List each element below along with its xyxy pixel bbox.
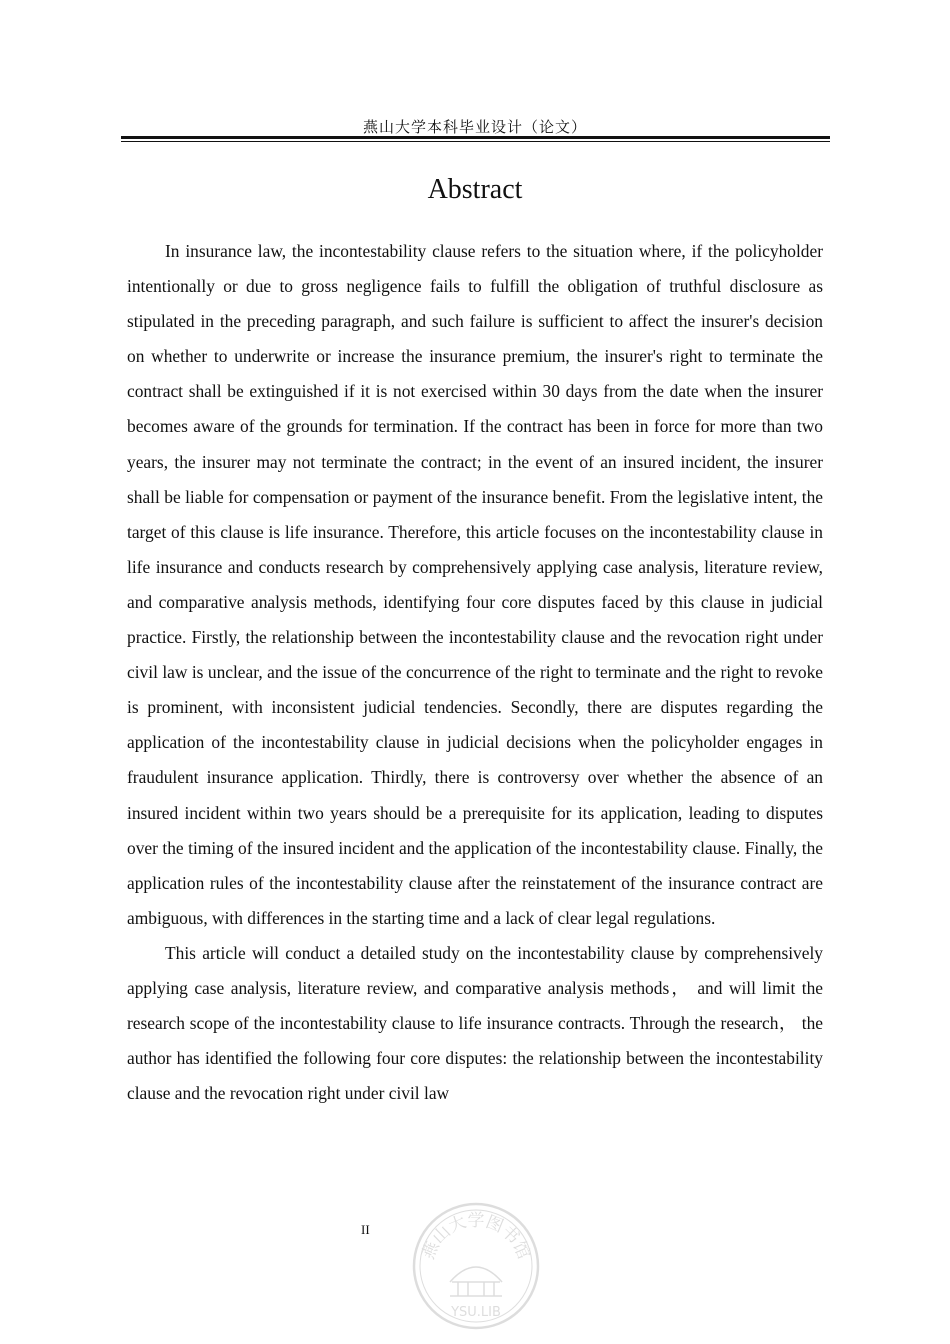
header-rule-thin — [121, 141, 830, 142]
header-rule-thick — [121, 136, 830, 139]
stamp-bottom-text: YSU.LIB — [451, 1305, 501, 1320]
abstract-paragraph-2: This article will conduct a detailed study on the incontestability clause by comprehensively applying case analysis, literature review, and comparative analysis methods， and will limit the research scope of the incontestability clause to life insurance contracts. Through the research， the author has identified the following four core disputes: the relationship between the incontestability clause and the revocation right under civil law — [127, 942, 823, 1104]
running-header: 燕山大学本科毕业设计（论文） — [362, 118, 587, 136]
abstract-paragraph-1: In insurance law, the incontestability clause refers to the situation where, if the policyholder intentionally or due to gross negligence fails to fulfill the obligation of truthful disclosure as stipulated in the preceding paragraph, and such failure is sufficient to affect the insurer's decision on whether to underwrite or increase the insurance premium, the insurer's right to terminate the contract shall be extinguished if it is not exercised within 30 days from the date when the insurer becomes aware of the grounds for termination. If the contract has been in force for more than two years, the insurer may not terminate the contract; in the event of an insured incident, the insurer shall be liable for compensation or payment of the insurance benefit. From the legislative intent, the target of this clause is life insurance. Therefore, this article focuses on the incontestability clause in life insurance and conducts research by comprehensively applying case analysis, literature review, and comparative analysis methods, identifying four core disputes faced by this clause in judicial practice. Firstly, the relationship between the incontestability clause and the revocation right under civil law is unclear, and the issue of the concurrence of the right to terminate and the right to revoke is prominent, with inconsistent judicial tendencies. Secondly, there are disputes regarding the application of the incontestability clause in judicial decisions when the policyholder engages in fraudulent insurance application. Thirdly, there is controversy over whether the absence of an insured incident within two years should be a prerequisite for its application, leading to disputes over the timing of the insured incident and the application of the incontestability clause. Finally, the application rules of the incontestability clause after the reinstatement of the insurance contract are ambiguous, with differences in the starting time and a lack of clear legal regulations. — [127, 241, 823, 928]
stamp-arc-text: 燕山大学图书馆 — [418, 1211, 534, 1263]
section-title: Abstract — [427, 174, 523, 205]
building-icon — [450, 1267, 502, 1296]
abstract-body — [127, 234, 823, 1111]
page-number: II — [361, 1222, 370, 1237]
library-stamp-watermark — [410, 1200, 542, 1332]
